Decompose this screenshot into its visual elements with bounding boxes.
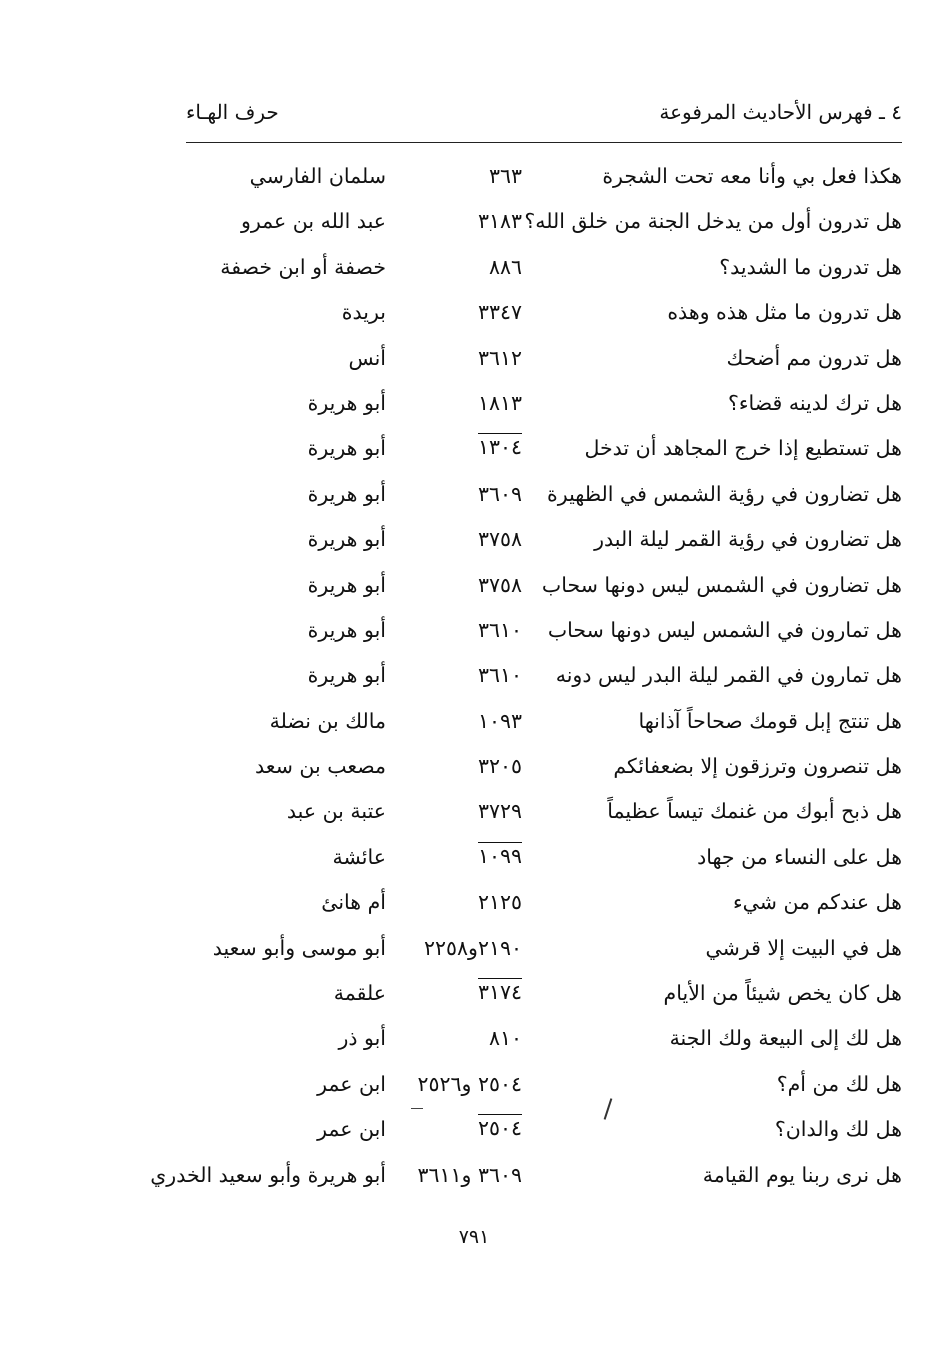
hadith-text: هل تستطيع إذا خرج المجاهد أن تدخل bbox=[584, 436, 902, 461]
hadith-number: ٣٧٥٨ bbox=[477, 527, 522, 552]
narrator-name: أم هانئ bbox=[321, 890, 386, 915]
hadith-text: هل تنتج إبل قومك صحاحاً آذانها bbox=[638, 708, 902, 733]
page-number: ٧٩١ bbox=[458, 1226, 490, 1248]
narrator-name: أبو هريرة bbox=[307, 390, 386, 415]
hadith-number: ٣٦١٠ bbox=[477, 617, 522, 642]
hadith-number: ٣٦٠٩ و٣٦١١ bbox=[417, 1162, 522, 1187]
hadith-number: ٨١٠ bbox=[488, 1026, 522, 1051]
hadith-index-table bbox=[150, 156, 902, 1200]
hadith-text: هل ذبح أبوك من غنمك تيساً عظيماً bbox=[607, 799, 902, 824]
hadith-text: هل كان يخص شيئاً من الأيام bbox=[663, 981, 902, 1006]
hadith-number: ٢٥٠٤ bbox=[477, 1116, 522, 1141]
hadith-number: ٣٢٠٥ bbox=[477, 754, 522, 779]
hadith-number: ١٣٠٤ bbox=[477, 435, 522, 460]
narrator-name: أبو هريرة bbox=[307, 663, 386, 688]
section-title: ٤ ـ فهرس الأحاديث المرفوعة bbox=[659, 100, 902, 124]
stray-dash bbox=[411, 1108, 423, 1109]
hadith-text: هل تمارون في القمر ليلة البدر ليس دونه bbox=[555, 663, 902, 688]
running-header bbox=[186, 96, 902, 136]
table-row bbox=[150, 701, 902, 746]
narrator-name: مالك بن نضلة bbox=[269, 708, 386, 733]
letter-title: حرف الهـاء bbox=[186, 100, 279, 124]
narrator-name: بريدة bbox=[341, 300, 386, 325]
narrator-name: أبو هريرة bbox=[307, 481, 386, 506]
hadith-text: هل تمارون في الشمس ليس دونها سحاب bbox=[547, 617, 902, 642]
table-row bbox=[150, 928, 902, 973]
table-row bbox=[150, 519, 902, 564]
table-row bbox=[150, 882, 902, 927]
narrator-name: ابن عمر bbox=[317, 1071, 386, 1096]
table-row bbox=[150, 338, 902, 383]
narrator-name: علقمة bbox=[333, 981, 386, 1006]
hadith-number: ٢١٢٥ bbox=[477, 890, 522, 915]
header-rule bbox=[186, 142, 902, 143]
narrator-name: ابن عمر bbox=[317, 1117, 386, 1142]
hadith-number: ٣١٧٤ bbox=[477, 980, 522, 1005]
table-row bbox=[150, 565, 902, 610]
hadith-text: هل تضارون في الشمس ليس دونها سحاب bbox=[541, 572, 902, 597]
narrator-name: أبو هريرة bbox=[307, 436, 386, 461]
hadith-text: هل ترك لدينه قضاء؟ bbox=[727, 390, 902, 415]
table-row bbox=[150, 383, 902, 428]
hadith-text: هل تضارون في رؤية الشمس في الظهيرة bbox=[547, 481, 902, 506]
hadith-text: هل لك إلى البيعة ولك الجنة bbox=[669, 1026, 902, 1051]
hadith-number: ٣٧٢٩ bbox=[477, 799, 522, 824]
narrator-name: مصعب بن سعد bbox=[255, 754, 386, 779]
hadith-number: ٣٦٣ bbox=[488, 164, 522, 188]
table-row bbox=[150, 1155, 902, 1200]
table-row bbox=[150, 428, 902, 473]
table-row bbox=[150, 655, 902, 700]
hadith-number: ٣٣٤٧ bbox=[477, 300, 522, 325]
hadith-number: ١٨١٣ bbox=[477, 390, 522, 415]
narrator-name: عبد الله بن عمرو bbox=[240, 209, 386, 234]
hadith-number: ٢٥٠٤ و٢٥٢٦ bbox=[417, 1071, 522, 1096]
table-row bbox=[150, 973, 902, 1018]
narrator-name: أبو هريرة bbox=[307, 527, 386, 552]
hadith-text: هل تدرون ما مثل هذه وهذه bbox=[667, 300, 902, 325]
table-row bbox=[150, 1109, 902, 1154]
narrator-name: أنس bbox=[348, 345, 386, 370]
narrator-name: أبو هريرة bbox=[307, 617, 386, 642]
narrator-name: خصفة أو ابن خصفة bbox=[220, 254, 386, 279]
table-row bbox=[150, 791, 902, 836]
hadith-text: هل تدرون أول من يدخل الجنة من خلق الله؟ bbox=[524, 209, 902, 234]
table-row bbox=[150, 837, 902, 882]
narrator-name: أبو ذر bbox=[338, 1026, 386, 1051]
table-row bbox=[150, 746, 902, 791]
hadith-text: هل تضارون في رؤية القمر ليلة البدر bbox=[594, 527, 902, 552]
hadith-number: ٣٦١٠ bbox=[477, 663, 522, 688]
table-row bbox=[150, 292, 902, 337]
hadith-text: هل لك والدان؟ bbox=[774, 1117, 902, 1142]
hadith-text: هل على النساء من جهاد bbox=[697, 844, 902, 869]
hadith-text: هل تدرون مم أضحك bbox=[726, 345, 902, 370]
table-row bbox=[150, 247, 902, 292]
hadith-number: ٨٨٦ bbox=[488, 254, 522, 279]
narrator-name: أبو هريرة bbox=[307, 572, 386, 597]
hadith-number: ١٠٩٩ bbox=[477, 843, 522, 868]
hadith-number: ١٠٩٣ bbox=[477, 708, 522, 733]
table-row bbox=[150, 1018, 902, 1063]
narrator-name: عائشة bbox=[332, 844, 386, 869]
narrator-name: عتبة بن عبد bbox=[286, 799, 386, 824]
table-row bbox=[150, 1064, 902, 1109]
hadith-text: هكذا فعل بي وأنا معه تحت الشجرة bbox=[602, 164, 902, 188]
narrator-name: سلمان الفارسي bbox=[249, 164, 386, 188]
hadith-number: ٣٦١٢ bbox=[477, 345, 522, 370]
narrator-name: أبو هريرة وأبو سعيد الخدري bbox=[150, 1162, 386, 1187]
table-row bbox=[150, 156, 902, 201]
table-row bbox=[150, 610, 902, 655]
hadith-number: ٣١٨٣ bbox=[477, 209, 522, 234]
table-row bbox=[150, 201, 902, 246]
narrator-name: أبو موسى وأبو سعيد bbox=[212, 935, 386, 960]
hadith-number: ٣٧٥٨ bbox=[477, 572, 522, 597]
hadith-number: ٣٦٠٩ bbox=[477, 481, 522, 506]
hadith-text: هل تدرون ما الشديد؟ bbox=[719, 254, 902, 279]
hadith-text: هل عندكم من شيء bbox=[733, 890, 902, 915]
hadith-text: هل تنصرون وترزقون إلا بضعفائكم bbox=[613, 754, 902, 779]
hadith-number: ٢١٩٠و٢٢٥٨ bbox=[424, 935, 522, 960]
hadith-text: هل لك من أم؟ bbox=[776, 1071, 902, 1096]
hadith-text: هل نرى ربنا يوم القيامة bbox=[702, 1162, 902, 1187]
hadith-text: هل في البيت إلا قرشي bbox=[705, 935, 902, 960]
table-row bbox=[150, 474, 902, 519]
